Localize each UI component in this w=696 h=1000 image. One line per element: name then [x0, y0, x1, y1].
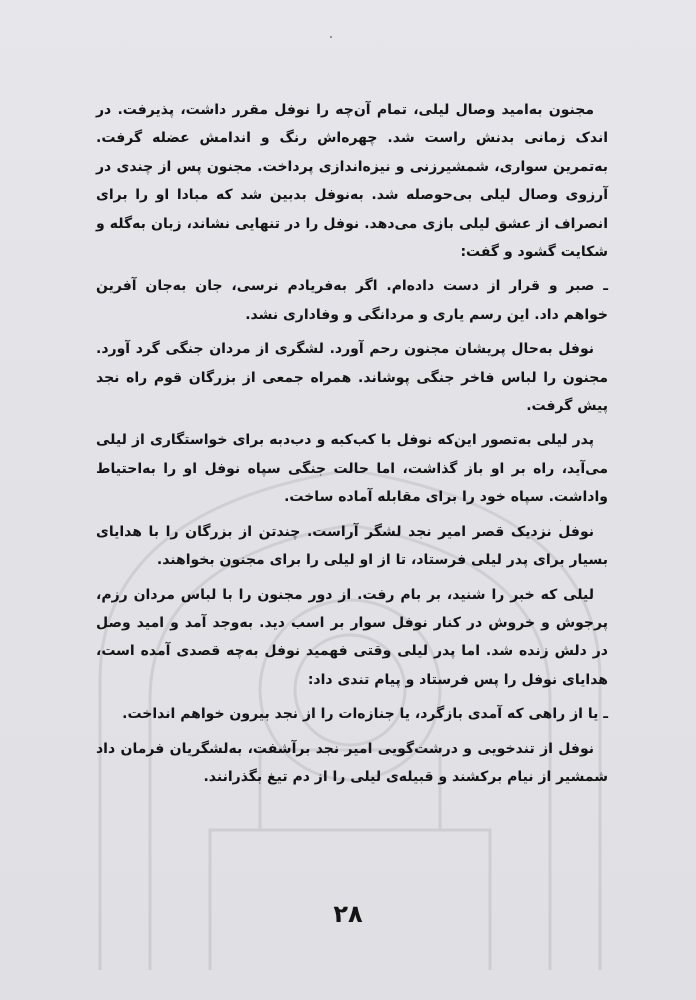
paragraph: لیلی که خبر را شنید، بر بام رفت. از دور مجنون را با لباس مردان رزم، پرجوش و خروش در کنار نوفل سوار بر اسب دید. به‌وجد آمد و امید وصل در دلش زنده شد. اما پدر لیلی وقتی فهمید نوفل به‌چه قصدی آمده است، هدایای نوفل را پس فرستاد و پیام تندی داد:	[96, 586, 608, 688]
dialogue-paragraph: ـ یا از راهی که آمدی بازگرد، یا جنازه‌ات را از نجد بیرون خواهم انداخت.	[122, 706, 608, 723]
paragraph: مجنون به‌امید وصال لیلی، تمام آن‌چه را نوفل مقرر داشت، پذیرفت. در اندک زمانی بدنش راست شد. چهره‌اش رنگ و اندامش عضله گرفت. به‌تمرین سواری، شمشیرزنی و نیزه‌اندازی پرداخت. مجنون پس از چندی در آرزوی وصال لیلی بی‌حوصله شد. به‌نوفل بدبین شد که مبادا او را برای انصراف از عشق لیلی بازی می‌دهد. نوفل را در تنهایی نشاند، زبان به‌گله و شکایت گشود و گفت:	[96, 102, 608, 261]
paragraph: پدر لیلی به‌تصور این‌که نوفل با کب‌کبه و دب‌دبه برای خواستگاری از لیلی می‌آید، راه بر او باز گذاشت، اما حالت جنگی سپاه نوفل او را به‌احتیاط واداشت. سپاه خود را برای مقابله آماده ساخت.	[96, 432, 608, 506]
body-text	[96, 96, 608, 797]
paper-speck	[330, 36, 332, 38]
dialogue-paragraph: ـ صبر و قرار از دست داده‌ام. اگر به‌فریادم نرسی، جان به‌جان آفرین خواهم داد. این رسم یاری و مردانگی و وفاداری نشد.	[96, 278, 608, 323]
paragraph: نوفل به‌حال پریشان مجنون رحم آورد. لشگری از مردان جنگی گرد آورد. مجنون را لباس فاخر جنگی پوشاند. همراه جمعی از بزرگان قوم راه نجد پیش گرفت.	[96, 341, 608, 415]
paragraph: نوفل نزدیک قصر امیر نجد لشگر آراست. چندتن از بزرگان را با هدایای بسیار برای پدر لیلی فرستاد، تا از او لیلی را برای مجنون بخواهند.	[96, 523, 608, 569]
page-number: ۲۸	[333, 900, 363, 928]
paragraph: نوفل از تندخویی و درشت‌گویی امیر نجد برآشفت، به‌لشگریان فرمان داد شمشیر از نیام برکشند و قبیله‌ی لیلی را از دم تیغ بگذرانند.	[96, 740, 608, 785]
